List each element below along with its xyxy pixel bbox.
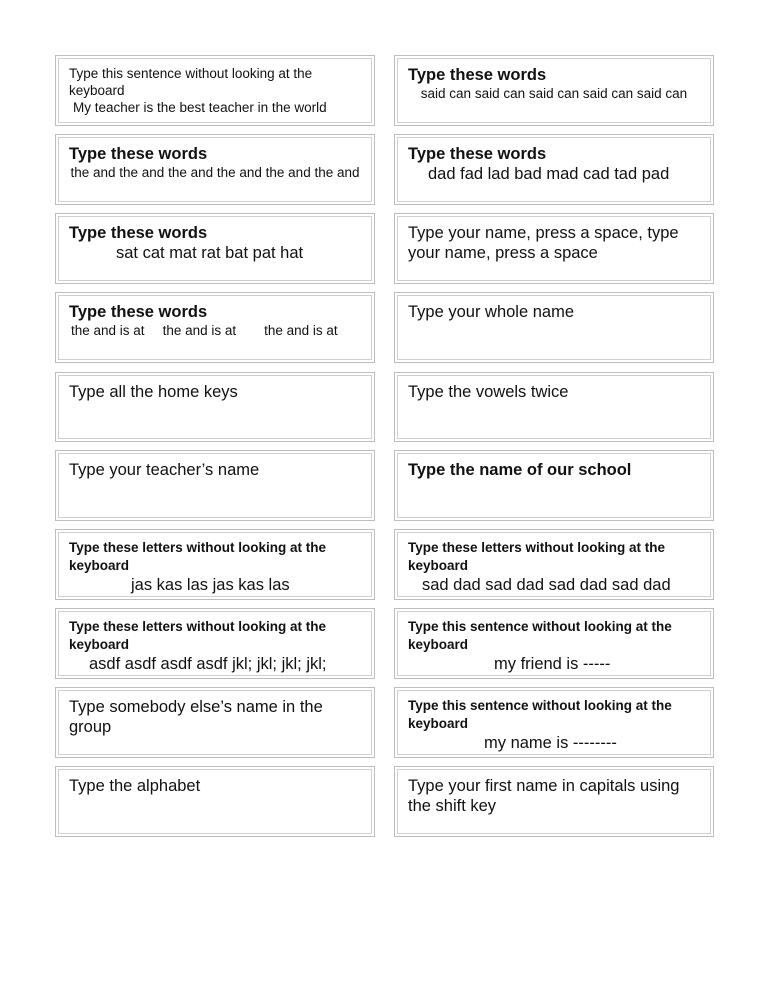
instruction-card	[394, 687, 714, 758]
card-body: jas kas las jas kas las	[131, 576, 290, 594]
instruction-card	[55, 213, 375, 284]
instruction-card	[394, 134, 714, 205]
instruction-card	[55, 372, 375, 442]
card-body: my friend is -----	[494, 655, 611, 673]
card-heading: Type your teacher’s name	[69, 461, 260, 479]
instruction-card	[55, 292, 375, 363]
instruction-card	[394, 213, 714, 284]
instruction-card	[394, 292, 714, 363]
card-heading: Type the vowels twice	[408, 383, 569, 401]
word-group: the and is at	[71, 323, 145, 338]
card-heading: Type these letters without looking at the keyboard	[69, 540, 327, 573]
instruction-card	[394, 372, 714, 442]
card-heading: Type this sentence without looking at the keyboard	[408, 619, 672, 652]
card-heading: Type these words	[408, 145, 547, 163]
card-heading: Type this sentence without looking at the keyboard	[69, 66, 313, 98]
card-heading: Type these words	[69, 224, 208, 242]
card-heading: Type the name of our school	[408, 461, 632, 479]
instruction-card	[394, 450, 714, 521]
instruction-card	[394, 608, 714, 679]
card-heading: Type all the home keys	[69, 383, 238, 401]
card-heading: Type the alphabet	[69, 777, 201, 795]
card-body	[69, 322, 361, 339]
card-heading: Type your whole name	[408, 303, 575, 321]
card-body: my name is --------	[484, 734, 617, 752]
instruction-card	[394, 766, 714, 837]
card-body: asdf asdf asdf asdf jkl; jkl; jkl; jkl;	[89, 655, 327, 673]
card-heading: Type your name, press a space, type your name, press a space	[408, 224, 679, 262]
card-heading: Type this sentence without looking at the keyboard	[408, 698, 672, 731]
instruction-card	[55, 134, 375, 205]
instruction-card	[55, 608, 375, 679]
card-body: the and the and the and the and the and the and	[70, 165, 360, 180]
card-body: dad fad lad bad mad cad tad pad	[428, 165, 670, 183]
card-body: sad dad sad dad sad dad sad dad	[422, 576, 671, 594]
card-heading: Type these letters without looking at the keyboard	[69, 619, 327, 652]
card-heading: Type these words	[69, 303, 208, 321]
card-body: My teacher is the best teacher in the world	[73, 100, 327, 115]
word-group: the and is at	[162, 323, 237, 338]
instruction-card	[55, 450, 375, 521]
card-heading: Type your first name in capitals using the shift key	[408, 777, 680, 815]
instruction-card	[55, 529, 375, 600]
instruction-card	[55, 55, 375, 126]
instruction-card	[55, 766, 375, 837]
card-body: sat cat mat rat bat pat hat	[116, 244, 304, 262]
word-group: the and is at	[264, 323, 338, 338]
instruction-card	[394, 55, 714, 126]
card-heading: Type these words	[408, 66, 547, 84]
card-heading: Type these letters without looking at the keyboard	[408, 540, 666, 573]
instruction-card	[55, 687, 375, 758]
card-body: said can said can said can said can said can	[420, 86, 688, 101]
instruction-card	[394, 529, 714, 600]
card-heading: Type these words	[69, 145, 208, 163]
card-heading: Type somebody else’s name in the group	[69, 698, 323, 736]
